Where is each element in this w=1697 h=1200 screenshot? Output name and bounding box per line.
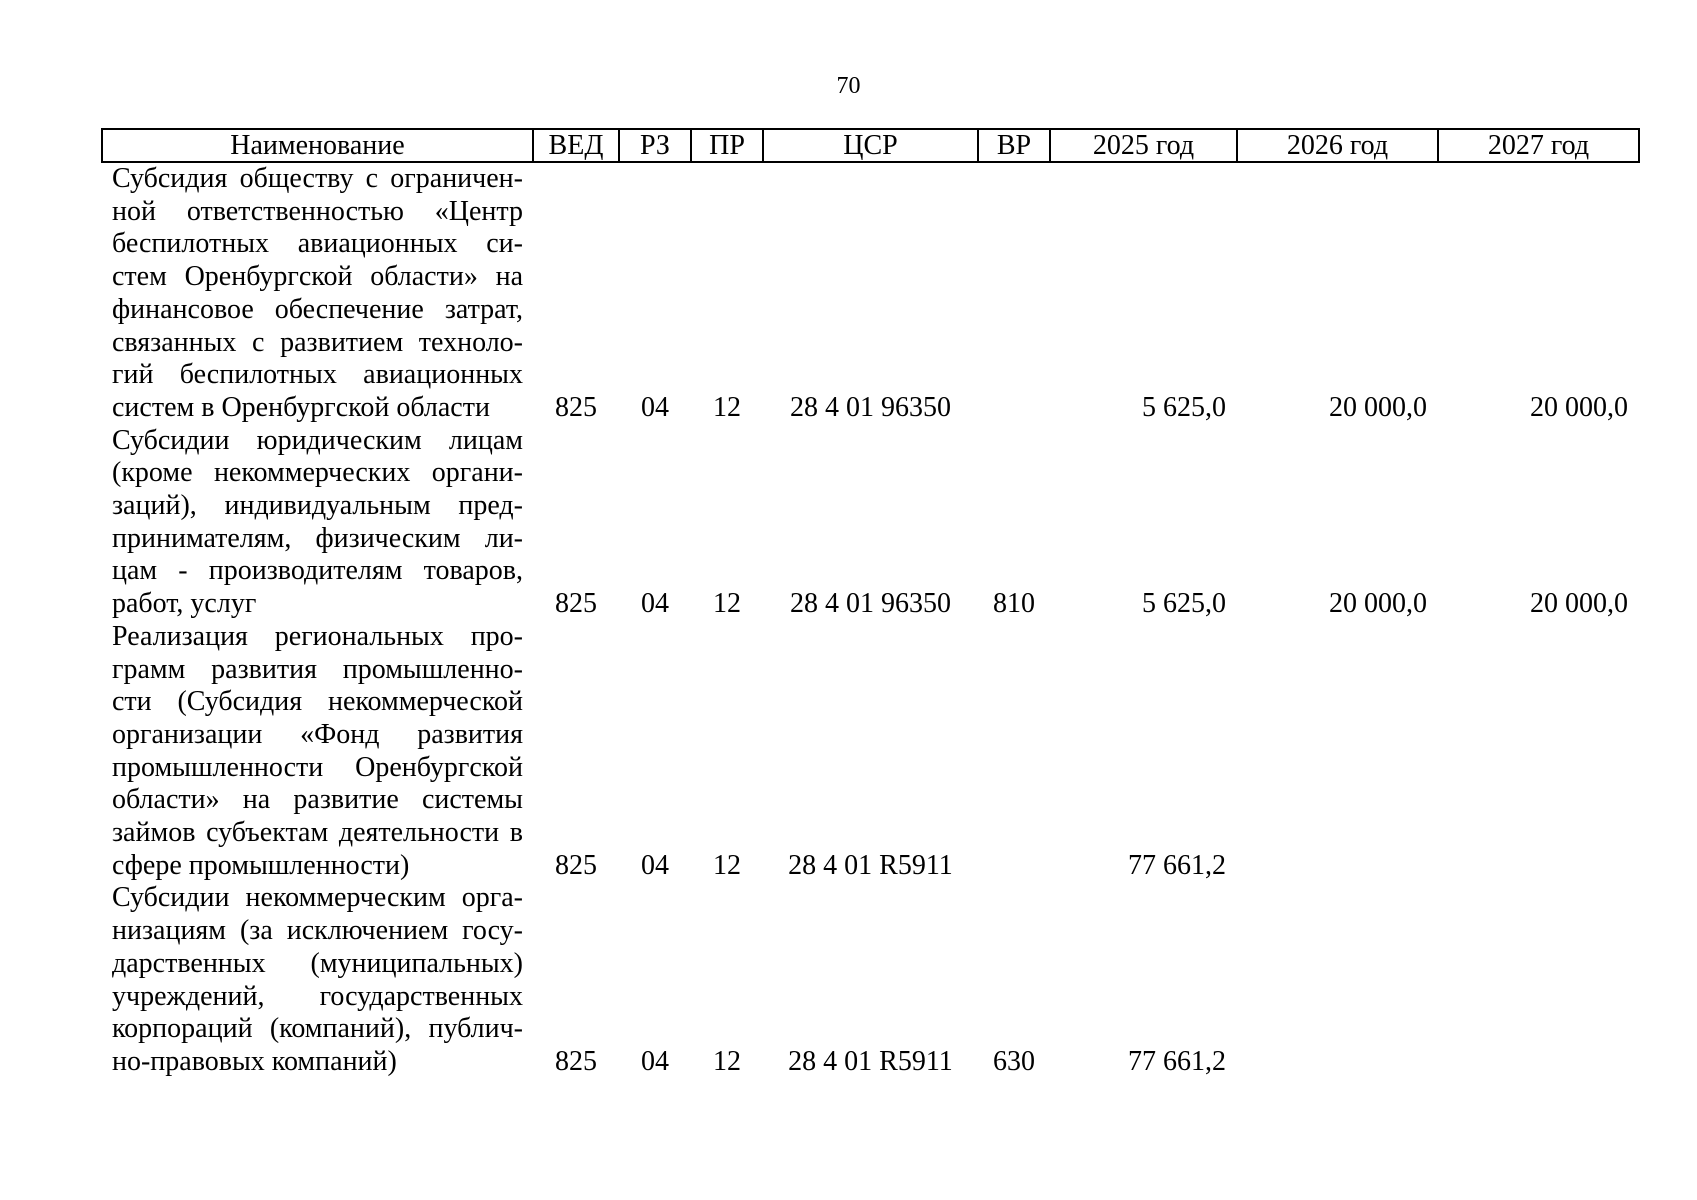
row-name-line: дарственных (муниципальных) xyxy=(112,947,523,979)
table-row xyxy=(102,882,1639,1078)
row-name xyxy=(102,425,533,621)
row-year-2026: 20 000,0 xyxy=(1329,391,1427,423)
row-vr xyxy=(978,162,1050,425)
budget-table xyxy=(101,128,1640,1079)
row-year-2026 xyxy=(1237,621,1438,883)
row-year-2027: 20 000,0 xyxy=(1530,588,1628,620)
header-csr: ЦСР xyxy=(763,129,978,162)
row-name-line: сфере промышленности) xyxy=(112,849,410,881)
row-year-2026 xyxy=(1237,882,1438,1078)
row-name-line: Субсидии некоммерческим орга- xyxy=(112,882,523,914)
row-name-line: сти (Субсидия некоммерческой xyxy=(112,686,523,718)
header-vr: ВР xyxy=(978,129,1050,162)
table-header-row xyxy=(102,129,1639,162)
row-name-line: гий беспилотных авиационных xyxy=(112,359,523,391)
row-name-line: заций), индивидуальным пред- xyxy=(112,490,523,522)
row-name-line: беспилотных авиационных си- xyxy=(112,228,523,260)
row-csr: 28 4 01 96350 xyxy=(790,391,951,423)
row-name-line: Реализация региональных про- xyxy=(112,620,523,652)
row-vr: 810 xyxy=(993,588,1035,620)
row-name-line: корпораций (компаний), публич- xyxy=(112,1013,523,1045)
row-name-line: Субсидия обществу с ограничен- xyxy=(112,163,523,194)
row-name-line: стем Оренбургской области» на xyxy=(112,261,523,293)
header-ved: ВЕД xyxy=(533,129,619,162)
row-name-line: цам - производителям товаров, xyxy=(112,555,523,587)
row-year-2027 xyxy=(1438,621,1639,883)
row-rz: 04 xyxy=(641,1045,669,1077)
row-vr xyxy=(978,621,1050,883)
row-rz: 04 xyxy=(641,849,669,881)
row-csr: 28 4 01 R5911 xyxy=(788,1045,953,1077)
row-name-line: работ, услуг xyxy=(112,588,257,620)
row-name xyxy=(102,882,533,1078)
header-year-2025: 2025 год xyxy=(1050,129,1237,162)
row-year-2026: 20 000,0 xyxy=(1329,588,1427,620)
row-csr: 28 4 01 R5911 xyxy=(788,849,953,881)
row-name xyxy=(102,162,533,425)
page-number: 70 xyxy=(836,73,861,99)
row-name xyxy=(102,621,533,883)
row-name-line: организации «Фонд развития xyxy=(112,718,523,750)
row-year-2027: 20 000,0 xyxy=(1530,391,1628,423)
row-ved: 825 xyxy=(555,849,597,881)
row-rz: 04 xyxy=(641,588,669,620)
row-year-2027 xyxy=(1438,882,1639,1078)
row-year-2025: 77 661,2 xyxy=(1128,849,1226,881)
header-rz: РЗ xyxy=(619,129,691,162)
row-name-line: области» на развитие системы xyxy=(112,784,523,816)
table-row xyxy=(102,425,1639,621)
row-pr: 12 xyxy=(713,391,741,423)
row-year-2025: 5 625,0 xyxy=(1142,391,1226,423)
header-year-2026: 2026 год xyxy=(1237,129,1438,162)
row-ved: 825 xyxy=(555,1045,597,1077)
table-row xyxy=(102,162,1639,425)
row-ved: 825 xyxy=(555,588,597,620)
row-name-line: финансовое обеспечение затрат, xyxy=(112,293,523,325)
row-pr: 12 xyxy=(713,849,741,881)
header-name: Наименование xyxy=(102,129,533,162)
row-name-line: принимателям, физическим ли- xyxy=(112,522,523,554)
row-name-line: связанных с развитием техноло- xyxy=(112,326,523,358)
row-csr: 28 4 01 96350 xyxy=(790,588,951,620)
row-name-line: учреждений, государственных xyxy=(112,980,523,1012)
row-name-line: низациям (за исключением госу- xyxy=(112,915,523,947)
row-name-line: (кроме некоммерческих органи- xyxy=(112,457,523,489)
table-row xyxy=(102,621,1639,883)
header-pr: ПР xyxy=(691,129,763,162)
row-rz: 04 xyxy=(641,391,669,423)
header-year-2027: 2027 год xyxy=(1438,129,1639,162)
row-name-line: займов субъектам деятельности в xyxy=(112,817,523,849)
row-ved: 825 xyxy=(555,391,597,423)
row-year-2025: 5 625,0 xyxy=(1142,588,1226,620)
row-name-line: но-правовых компаний) xyxy=(112,1045,397,1077)
row-name-line: грамм развития промышленно- xyxy=(112,653,523,685)
row-name-line: систем в Оренбургской области xyxy=(112,391,490,423)
row-year-2025: 77 661,2 xyxy=(1128,1045,1226,1077)
row-name-line: промышленности Оренбургской xyxy=(112,751,523,783)
row-vr: 630 xyxy=(993,1045,1035,1077)
row-pr: 12 xyxy=(713,1045,741,1077)
row-name-line: Субсидии юридическим лицам xyxy=(112,424,523,456)
row-pr: 12 xyxy=(713,588,741,620)
row-name-line: ной ответственностью «Центр xyxy=(112,195,523,227)
